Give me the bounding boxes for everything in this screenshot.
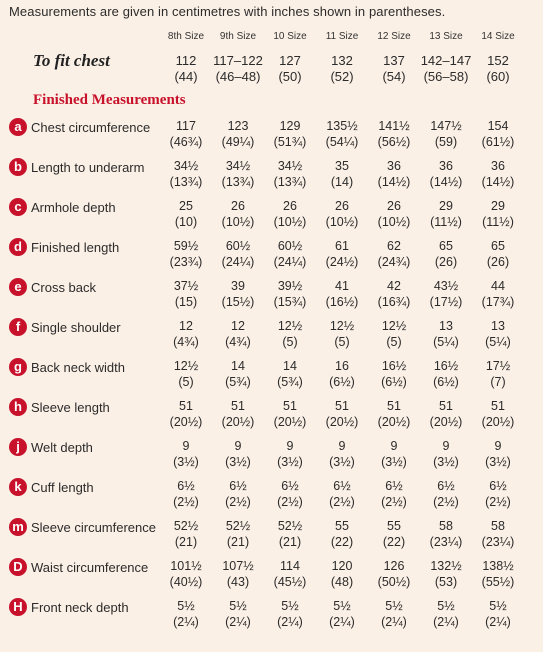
measurement-name: Cross back [31, 279, 97, 295]
value-in: (6½) [381, 375, 407, 389]
value-cm: 34½ [225, 159, 251, 173]
value-cm: 29 [491, 199, 505, 213]
value-in: (21) [226, 535, 250, 549]
fit-chest-in: (54) [382, 69, 406, 84]
fit-chest-in: (50) [278, 69, 302, 84]
value-in: (24¼) [221, 255, 255, 269]
row-letter-badge: j [9, 438, 27, 456]
value-cm: 6½ [385, 479, 403, 493]
value-in: (20½) [325, 415, 359, 429]
value-in: (10½) [221, 215, 255, 229]
value-cm: 51 [491, 399, 505, 413]
value-in: (17¾) [481, 295, 515, 309]
value-in: (14) [330, 175, 354, 189]
value-cm: 51 [439, 399, 453, 413]
value-in: (3½) [225, 455, 251, 469]
value-in: (22) [330, 535, 354, 549]
value-cm: 34½ [277, 159, 303, 173]
size-column-header: 10 Size [273, 31, 307, 42]
value-in: (50½) [377, 575, 411, 589]
value-cm: 39½ [277, 279, 303, 293]
fit-chest-cm: 137 [383, 53, 405, 68]
size-column-header: 9th Size [219, 31, 257, 42]
value-cm: 55 [335, 519, 349, 533]
value-in: (4¾) [225, 335, 251, 349]
value-cm: 135½ [326, 119, 358, 133]
value-in: (2¼) [277, 615, 303, 629]
value-cm: 14 [283, 359, 297, 373]
value-cm: 132½ [430, 559, 462, 573]
value-cm: 9 [182, 439, 190, 453]
row-letter-badge: m [9, 518, 27, 536]
value-cm: 37½ [173, 279, 199, 293]
value-in: (20½) [169, 415, 203, 429]
measurement-name: Welt depth [31, 439, 93, 455]
value-cm: 51 [387, 399, 401, 413]
value-cm: 16 [335, 359, 349, 373]
value-cm: 51 [179, 399, 193, 413]
value-in: (3½) [329, 455, 355, 469]
fit-chest-cm: 127 [279, 53, 301, 68]
row-letter-badge: c [9, 198, 27, 216]
value-cm: 9 [286, 439, 294, 453]
row-letter-badge: e [9, 278, 27, 296]
value-in: (2½) [225, 495, 251, 509]
value-cm: 117 [176, 119, 196, 133]
value-cm: 58 [491, 519, 505, 533]
value-in: (45½) [273, 575, 307, 589]
value-in: (24¾) [377, 255, 411, 269]
value-cm: 5½ [281, 599, 299, 613]
fit-chest-label: To fit chest [33, 51, 110, 70]
measurement-row-label [9, 517, 156, 537]
value-in: (13¾) [221, 175, 255, 189]
value-in: (59) [434, 135, 458, 149]
value-in: (5) [386, 335, 402, 349]
row-letter-badge: k [9, 478, 27, 496]
measurement-row-label [9, 357, 125, 377]
row-letter-badge: d [9, 238, 27, 256]
measurement-row-label [9, 157, 144, 177]
value-in: (2½) [277, 495, 303, 509]
value-cm: 44 [491, 279, 505, 293]
value-cm: 26 [231, 199, 245, 213]
value-cm: 55 [387, 519, 401, 533]
value-cm: 65 [491, 239, 505, 253]
value-cm: 58 [439, 519, 453, 533]
value-cm: 34½ [173, 159, 199, 173]
size-column-header: 14 Size [481, 31, 515, 42]
value-cm: 26 [387, 199, 401, 213]
value-in: (3½) [485, 455, 511, 469]
value-cm: 51 [283, 399, 297, 413]
value-cm: 36 [491, 159, 505, 173]
measurement-name: Length to underarm [31, 159, 145, 175]
value-in: (2¼) [485, 615, 511, 629]
measurement-row-label [9, 237, 119, 257]
value-in: (2¼) [173, 615, 199, 629]
row-letter-badge: a [9, 118, 27, 136]
value-in: (2¼) [225, 615, 251, 629]
intro-text: Measurements are given in centimetres with inches shown in parentheses. [9, 4, 446, 19]
value-in: (49¼) [221, 135, 255, 149]
value-cm: 62 [387, 239, 401, 253]
measurement-row-label [9, 477, 94, 497]
value-cm: 12½ [173, 359, 199, 373]
measurement-name: Single shoulder [31, 319, 121, 335]
value-cm: 138½ [482, 559, 514, 573]
value-in: (5¾) [225, 375, 251, 389]
value-cm: 60½ [277, 239, 303, 253]
measurement-row-label [9, 597, 129, 617]
value-cm: 6½ [489, 479, 507, 493]
value-in: (2¼) [381, 615, 407, 629]
value-in: (15¾) [273, 295, 307, 309]
size-column-header: 12 Size [377, 31, 411, 42]
value-in: (3½) [173, 455, 199, 469]
fit-chest-cm: 142–147 [420, 53, 472, 68]
value-cm: 9 [494, 439, 502, 453]
value-in: (5¾) [277, 375, 303, 389]
value-cm: 126 [383, 559, 405, 573]
value-in: (11½) [430, 215, 462, 229]
measurement-name: Waist circumference [31, 559, 149, 575]
row-letter-badge: D [9, 558, 27, 576]
value-cm: 43½ [433, 279, 459, 293]
value-in: (5) [178, 375, 194, 389]
value-cm: 141½ [378, 119, 410, 133]
value-cm: 12 [179, 319, 193, 333]
value-in: (5¼) [485, 335, 511, 349]
measurement-row-label [9, 197, 116, 217]
value-cm: 123 [227, 119, 249, 133]
value-in: (20½) [273, 415, 307, 429]
fit-chest-cm: 152 [487, 53, 509, 68]
value-in: (20½) [377, 415, 411, 429]
row-letter-badge: h [9, 398, 27, 416]
value-cm: 5½ [177, 599, 195, 613]
fit-chest-cm: 117–122 [213, 53, 263, 68]
value-cm: 29 [439, 199, 453, 213]
value-cm: 154 [487, 119, 509, 133]
value-in: (15) [174, 295, 198, 309]
value-cm: 16½ [433, 359, 459, 373]
value-in: (2½) [329, 495, 355, 509]
value-cm: 12½ [381, 319, 407, 333]
measurement-name: Sleeve length [31, 399, 110, 415]
value-in: (14½) [481, 175, 515, 189]
value-in: (26) [434, 255, 458, 269]
value-cm: 114 [280, 559, 300, 573]
value-cm: 52½ [173, 519, 199, 533]
value-cm: 101½ [170, 559, 202, 573]
value-cm: 26 [335, 199, 349, 213]
row-letter-badge: H [9, 598, 27, 616]
value-in: (3½) [433, 455, 459, 469]
value-cm: 12½ [329, 319, 355, 333]
value-cm: 6½ [229, 479, 247, 493]
measurement-row-label [9, 317, 121, 337]
value-in: (11½) [482, 215, 514, 229]
value-in: (54¼) [325, 135, 359, 149]
value-in: (22) [382, 535, 406, 549]
value-in: (2½) [433, 495, 459, 509]
value-cm: 16½ [381, 359, 407, 373]
value-in: (6½) [329, 375, 355, 389]
value-in: (14½) [377, 175, 411, 189]
measurement-name: Chest circumference [31, 119, 151, 135]
fit-chest-cm: 132 [331, 53, 353, 68]
value-in: (13¾) [273, 175, 307, 189]
value-in: (4¾) [173, 335, 199, 349]
value-in: (5) [334, 335, 350, 349]
value-in: (46¾) [169, 135, 203, 149]
measurement-name: Armhole depth [31, 199, 116, 215]
value-in: (14½) [429, 175, 463, 189]
value-cm: 25 [179, 199, 193, 213]
value-in: (13¾) [169, 175, 203, 189]
value-in: (2¼) [433, 615, 459, 629]
row-letter-badge: f [9, 318, 27, 336]
value-in: (40½) [169, 575, 203, 589]
value-in: (2½) [381, 495, 407, 509]
value-cm: 39 [231, 279, 245, 293]
value-in: (6½) [433, 375, 459, 389]
measurement-name: Cuff length [31, 479, 94, 495]
value-cm: 26 [283, 199, 297, 213]
value-cm: 107½ [222, 559, 254, 573]
value-in: (16½) [325, 295, 359, 309]
fit-chest-in: (46–48) [215, 69, 261, 84]
value-cm: 51 [335, 399, 349, 413]
measurement-row-label [9, 117, 150, 137]
measurement-row-label [9, 277, 96, 297]
value-in: (5) [282, 335, 298, 349]
value-cm: 5½ [437, 599, 455, 613]
value-in: (21) [278, 535, 302, 549]
size-column-header: 11 Size [325, 31, 359, 42]
value-cm: 36 [387, 159, 401, 173]
value-in: (20½) [221, 415, 255, 429]
value-in: (48) [330, 575, 354, 589]
value-in: (10½) [273, 215, 307, 229]
value-in: (61½) [481, 135, 515, 149]
value-cm: 147½ [430, 119, 462, 133]
value-cm: 41 [335, 279, 349, 293]
value-in: (16¾) [377, 295, 411, 309]
value-in: (20½) [481, 415, 515, 429]
value-cm: 65 [439, 239, 453, 253]
value-cm: 14 [231, 359, 245, 373]
measurement-row-label [9, 437, 93, 457]
measurement-row-label [9, 397, 110, 417]
value-cm: 52½ [225, 519, 251, 533]
value-in: (2¼) [329, 615, 355, 629]
value-in: (3½) [381, 455, 407, 469]
measurement-name: Finished length [31, 239, 120, 255]
value-cm: 59½ [173, 239, 199, 253]
value-in: (24½) [325, 255, 359, 269]
value-in: (43) [226, 575, 250, 589]
fit-chest-in: (52) [330, 69, 354, 84]
value-in: (15½) [221, 295, 255, 309]
section-title: Finished Measurements [33, 92, 186, 108]
measurement-row-label [9, 557, 148, 577]
value-cm: 120 [331, 559, 353, 573]
value-in: (23¼) [429, 535, 463, 549]
value-in: (23¼) [481, 535, 515, 549]
value-cm: 9 [338, 439, 346, 453]
value-cm: 12½ [277, 319, 303, 333]
value-in: (2½) [485, 495, 511, 509]
value-cm: 9 [442, 439, 450, 453]
value-in: (21) [174, 535, 198, 549]
fit-chest-in: (60) [486, 69, 510, 84]
value-cm: 13 [491, 319, 505, 333]
value-cm: 5½ [489, 599, 507, 613]
value-in: (20½) [429, 415, 463, 429]
value-cm: 51 [231, 399, 245, 413]
value-in: (10½) [325, 215, 359, 229]
fit-chest-in: (56–58) [423, 69, 469, 84]
value-in: (24¼) [273, 255, 307, 269]
value-in: (53) [434, 575, 458, 589]
value-cm: 6½ [437, 479, 455, 493]
value-cm: 12 [231, 319, 245, 333]
value-cm: 36 [439, 159, 453, 173]
value-in: (51¾) [273, 135, 307, 149]
row-letter-badge: g [9, 358, 27, 376]
size-column-header: 8th Size [167, 31, 205, 42]
value-in: (2½) [173, 495, 199, 509]
value-in: (17½) [429, 295, 463, 309]
value-cm: 61 [335, 239, 349, 253]
value-in: (10) [174, 215, 198, 229]
value-in: (26) [486, 255, 510, 269]
value-cm: 52½ [277, 519, 303, 533]
value-cm: 5½ [229, 599, 247, 613]
value-cm: 9 [390, 439, 398, 453]
value-cm: 9 [234, 439, 242, 453]
value-in: (10½) [377, 215, 411, 229]
value-cm: 5½ [385, 599, 403, 613]
value-in: (55½) [481, 575, 515, 589]
value-cm: 5½ [333, 599, 351, 613]
value-cm: 35 [335, 159, 349, 173]
measurement-name: Back neck width [31, 359, 125, 375]
fit-chest-in: (44) [174, 69, 198, 84]
value-cm: 42 [387, 279, 401, 293]
value-in: (5¼) [433, 335, 459, 349]
value-cm: 60½ [225, 239, 251, 253]
value-cm: 17½ [485, 359, 511, 373]
value-in: (7) [490, 375, 506, 389]
measurement-name: Sleeve circumference [31, 519, 156, 535]
measurement-name: Front neck depth [31, 599, 129, 615]
value-in: (3½) [277, 455, 303, 469]
value-cm: 13 [439, 319, 453, 333]
row-letter-badge: b [9, 158, 27, 176]
value-cm: 129 [279, 119, 301, 133]
value-cm: 6½ [333, 479, 351, 493]
value-in: (56½) [377, 135, 411, 149]
size-column-header: 13 Size [429, 31, 463, 42]
value-in: (23¾) [169, 255, 203, 269]
fit-chest-cm: 112 [175, 53, 197, 68]
value-cm: 6½ [177, 479, 195, 493]
value-cm: 6½ [281, 479, 299, 493]
